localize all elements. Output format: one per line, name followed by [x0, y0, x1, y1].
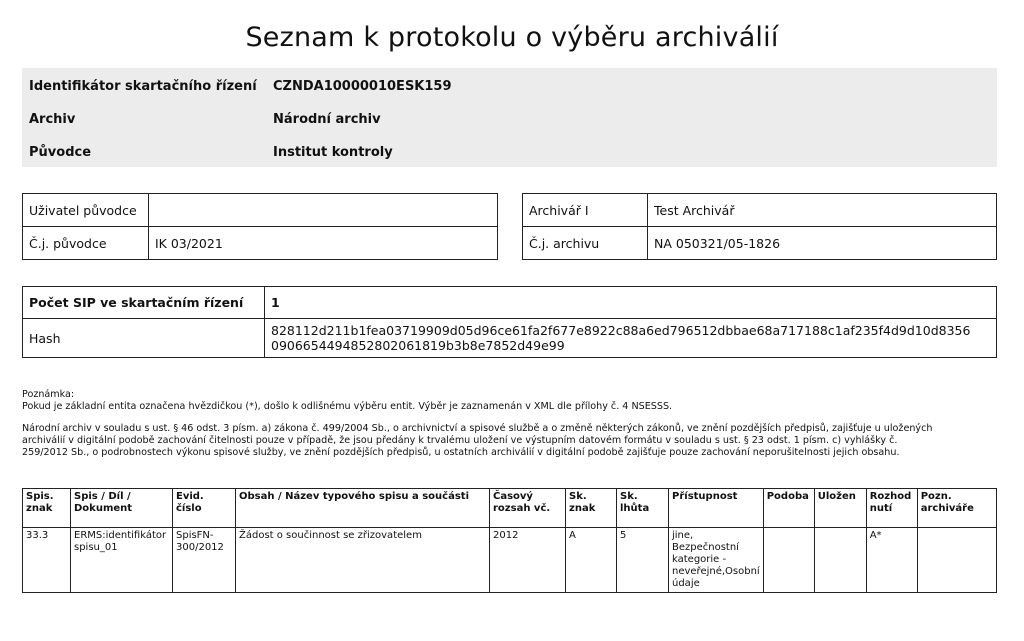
column-header: Přístupnost	[669, 489, 764, 528]
document-title: Seznam k protokolu o výběru archiválií	[245, 22, 779, 53]
cell-sk-lhuta: 5	[617, 528, 669, 593]
column-header: Pozn. archiváře	[917, 489, 996, 528]
cell-obsah: Žádost o součinnost se zřizovatelem	[236, 528, 490, 593]
archive-ref-label: Č.j. archivu	[523, 227, 648, 260]
cell-evid-cislo: SpisFN-300/2012	[173, 528, 236, 593]
cell-casovy-rozsah: 2012	[490, 528, 566, 593]
meta-label: Původce	[29, 145, 92, 160]
archivist-value: Test Archivář	[648, 194, 997, 227]
column-header: Sk. lhůta	[617, 489, 669, 528]
column-header: Evid. číslo	[173, 489, 236, 528]
archive-ref-value: NA 050321/05-1826	[648, 227, 997, 260]
hash-label: Hash	[23, 319, 265, 358]
meta-value: CZNDA10000010ESK159	[273, 79, 452, 94]
originator-table	[22, 193, 498, 260]
meta-value: Národní archiv	[273, 112, 381, 127]
cell-poznamka	[917, 528, 996, 593]
sip-count-value: 1	[265, 287, 997, 319]
note-paragraph-line: Národní archiv v souladu s ust. § 46 odst. 3 písm. a) zákona č. 499/2004 Sb., o archivnictví a spisové službě a o změně některých zákonů, ve znění pozdějších předpisů, zajišťuje u uložených	[22, 423, 933, 434]
cell-podoba	[763, 528, 814, 593]
table-row	[523, 227, 997, 260]
originator-user-label: Uživatel původce	[23, 194, 149, 227]
meta-block	[22, 68, 997, 167]
column-header: Uložen	[814, 489, 866, 528]
table-row	[23, 287, 997, 319]
cell-rozhodnuti: A*	[866, 528, 917, 593]
column-header: Podoba	[763, 489, 814, 528]
sip-count-label: Počet SIP ve skartačním řízení	[23, 287, 265, 319]
note-paragraph-line: archiválií v digitální podobě zachování čitelnosti pouze v případě, že jsou předány k trvalému uložení ve výstupním datovém formátu v souladu s ust. § 23 odst. 1 písm. c) vyhlášky č.	[22, 435, 898, 446]
table-row	[23, 528, 997, 593]
cell-spis: ERMS:identifikátor spisu_01	[71, 528, 173, 593]
archivist-table	[522, 193, 997, 260]
originator-user-value	[149, 194, 498, 227]
cell-ulozen	[814, 528, 866, 593]
items-table	[22, 488, 997, 593]
table-row	[23, 194, 498, 227]
column-header: Rozhod nutí	[866, 489, 917, 528]
column-header: Sk. znak	[566, 489, 617, 528]
column-header: Spis / Díl / Dokument	[71, 489, 173, 528]
note-line: Pokud je základní entita označena hvězdičkou (*), došlo k odlišnému výběru entit. Výběr je zaznamenán v XML dle přílohy č. 4 NSESSS.	[22, 401, 673, 412]
cell-sk-znak: A	[566, 528, 617, 593]
column-header: Časový rozsah vč.	[490, 489, 566, 528]
column-header: Spis. znak	[23, 489, 71, 528]
note-heading: Poznámka:	[22, 389, 75, 400]
meta-label: Identifikátor skartačního řízení	[29, 79, 257, 94]
hash-line: 090665449485280206181​9b3b8e7852d49e99	[271, 338, 565, 353]
originator-ref-value: IK 03/2021	[149, 227, 498, 260]
meta-value: Institut kontroly	[273, 145, 393, 160]
archivist-label: Archivář I	[523, 194, 648, 227]
hash-line: 828112d211b1fea03719909d05d96ce61fa2f677e8922c88a6ed796512dbbae68a717188c1af235f4d9d10d8356	[271, 323, 971, 338]
meta-label: Archiv	[29, 112, 76, 127]
originator-ref-label: Č.j. původce	[23, 227, 149, 260]
hash-value	[265, 319, 997, 358]
sip-table	[22, 286, 997, 358]
items-header-row	[23, 489, 997, 528]
table-row	[23, 319, 997, 358]
note-paragraph-line: 259/2012 Sb., o podrobnostech výkonu spisové služby, ve znění pozdějších předpisů, u ostatních archiválií v digitální podobě zajišťuje pouze zachování neporušitelnosti jejich obsahu.	[22, 447, 900, 458]
column-header: Obsah / Název typového spisu a součásti	[236, 489, 490, 528]
table-row	[523, 194, 997, 227]
cell-pristupnost: jine, Bezpečnostní kategorie - neveřejné,Osobní údaje	[669, 528, 764, 593]
table-row	[23, 227, 498, 260]
cell-spis-znak: 33.3	[23, 528, 71, 593]
